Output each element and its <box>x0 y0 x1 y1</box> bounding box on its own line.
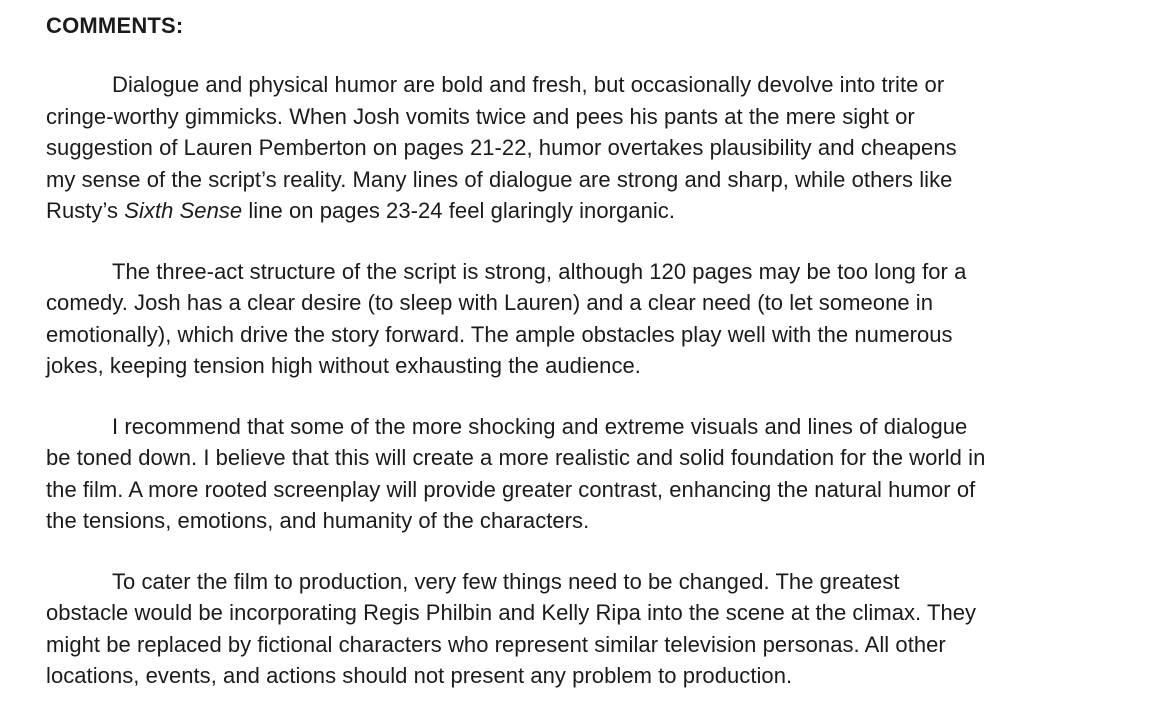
line-text: Rusty’s <box>46 198 125 223</box>
paragraph-line: might be replaced by fictional characters who represent similar television personas. All other <box>46 631 946 657</box>
paragraph-line: jokes, keeping tension high without exhausting the audience. <box>46 353 641 378</box>
document-page <box>46 10 1146 721</box>
paragraph-line: The three-act structure of the script is strong, although 120 pages may be too long for a <box>112 258 967 284</box>
paragraph-line: the film. A more rooted screenplay will provide greater contrast, enhancing the natural humor of <box>46 476 976 502</box>
comments-heading: COMMENTS: <box>46 13 184 38</box>
paragraph-recommendation <box>46 411 1146 537</box>
paragraph-line: obstacle would be incorporating Regis Philbin and Kelly Ripa into the scene at the climax. They <box>46 600 977 625</box>
paragraph-line <box>46 195 1146 227</box>
paragraph-line: my sense of the script’s reality. Many lines of dialogue are strong and sharp, while others like <box>46 166 953 192</box>
paragraph-line: locations, events, and actions should not present any problem to production. <box>46 663 793 688</box>
paragraph-line: comedy. Josh has a clear desire (to sleep with Lauren) and a clear need (to let someone in <box>46 290 934 315</box>
paragraph-line: Dialogue and physical humor are bold and fresh, but occasionally devolve into trite or <box>112 72 945 97</box>
paragraph-line: the tensions, emotions, and humanity of the characters. <box>46 508 590 533</box>
paragraph-line: be toned down. I believe that this will create a more realistic and solid foundation for the world in <box>46 445 986 470</box>
paragraph-structure <box>46 256 1146 382</box>
paragraph-line: emotionally), which drive the story forward. The ample obstacles play well with the numerous <box>46 321 953 347</box>
paragraph-dialogue <box>46 69 1146 227</box>
paragraph-line: To cater the film to production, very few things need to be changed. The greatest <box>112 568 900 594</box>
line-text: line on pages 23-24 feel glaringly inorganic. <box>242 198 676 223</box>
film-title-italic: Sixth Sense <box>124 198 243 223</box>
paragraph-line: suggestion of Lauren Pemberton on pages 21-22, humor overtakes plausibility and cheapens <box>46 135 957 160</box>
paragraph-line: I recommend that some of the more shocking and extreme visuals and lines of dialogue <box>112 413 968 439</box>
paragraph-line: cringe-worthy gimmicks. When Josh vomits twice and pees his pants at the mere sight or <box>46 103 915 129</box>
paragraph-production <box>46 566 1146 692</box>
